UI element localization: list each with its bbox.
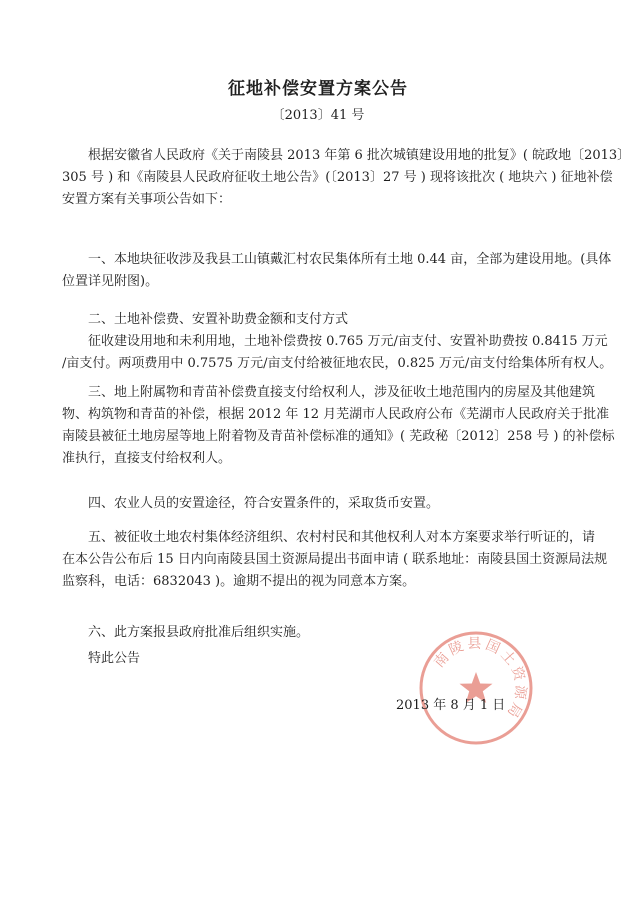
paragraph-section-2-body bbox=[62, 331, 613, 375]
paragraph-line: /亩支付。两项费用中 0.7575 万元/亩支付给被征地农民，0.825 万元/亩支付给集体所有权人。 bbox=[62, 356, 613, 371]
closing-text: 特此公告 bbox=[88, 651, 141, 666]
paragraph-line: 五、被征收土地农村集体经济组织、农村村民和其他权利人对本方案要求举行听证的，请 bbox=[88, 530, 596, 545]
paragraph-line: 一、本地块征收涉及我县工山镇戴汇村农民集体所有土地 0.44 亩，全部为建设用地。(具体 bbox=[88, 252, 612, 267]
seal-text: 南陵县国土资源局 bbox=[431, 635, 529, 723]
paragraph-line: 三、地上附属物和青苗补偿费直接支付给权利人，涉及征收土地范围内的房屋及其他建筑 bbox=[88, 385, 596, 400]
paragraph-line: 305 号 ) 和《南陵县人民政府征收土地公告》(〔2013〕27 号 ) 现将该批次 ( 地块六 ) 征地补偿 bbox=[62, 170, 613, 185]
paragraph-line: 根据安徽省人民政府《关于南陵县 2013 年第 6 批次城镇建设用地的批复》( 皖政地〔2013〕 bbox=[88, 148, 631, 163]
paragraph-section-1 bbox=[62, 249, 612, 293]
paragraph-line: 二、土地补偿费、安置补助费金额和支付方式 bbox=[88, 312, 349, 327]
paragraph-section-2-heading bbox=[62, 309, 576, 331]
paragraph-line: 六、此方案报县政府批准后组织实施。 bbox=[88, 625, 310, 640]
document-title: 征地补偿安置方案公告 bbox=[228, 79, 408, 99]
document-date: 2013 年 8 月 1 日 bbox=[396, 698, 506, 713]
paragraph-line: 准执行，直接支付给权利人。 bbox=[62, 451, 232, 466]
official-seal-stamp bbox=[416, 628, 536, 748]
paragraph-intro bbox=[62, 145, 631, 211]
paragraph-section-4 bbox=[62, 493, 576, 515]
paragraph-line: 监察科，电话：6832043 )。逾期不提出的视为同意本方案。 bbox=[62, 574, 416, 589]
paragraph-line: 安置方案有关事项公告如下： bbox=[62, 192, 232, 207]
paragraph-line: 在本公告公布后 15 日内向南陵县国土资源局提出书面申请 ( 联系地址：南陵县国土资源局法规 bbox=[62, 552, 608, 567]
document-number: 〔2013〕41 号 bbox=[271, 108, 365, 123]
paragraph-line: 征收建设用地和未利用地，土地补偿费按 0.765 万元/亩支付、安置补助费按 0.8415 万元 bbox=[88, 334, 608, 349]
paragraph-section-5 bbox=[62, 527, 608, 593]
paragraph-section-3 bbox=[62, 382, 615, 470]
paragraph-line: 物、构筑物和青苗的补偿，根据 2012 年 12 月芜湖市人民政府公布《芜湖市人民政府关于批准 bbox=[62, 407, 610, 422]
paragraph-line: 四、农业人员的安置途径，符合安置条件的，采取货币安置。 bbox=[88, 496, 440, 511]
paragraph-line: 南陵县被征土地房屋等地上附着物及青苗补偿标准的通知》( 芜政秘〔2012〕258 号 ) 的补偿标 bbox=[62, 429, 615, 444]
paragraph-line: 位置详见附图)。 bbox=[62, 274, 159, 289]
